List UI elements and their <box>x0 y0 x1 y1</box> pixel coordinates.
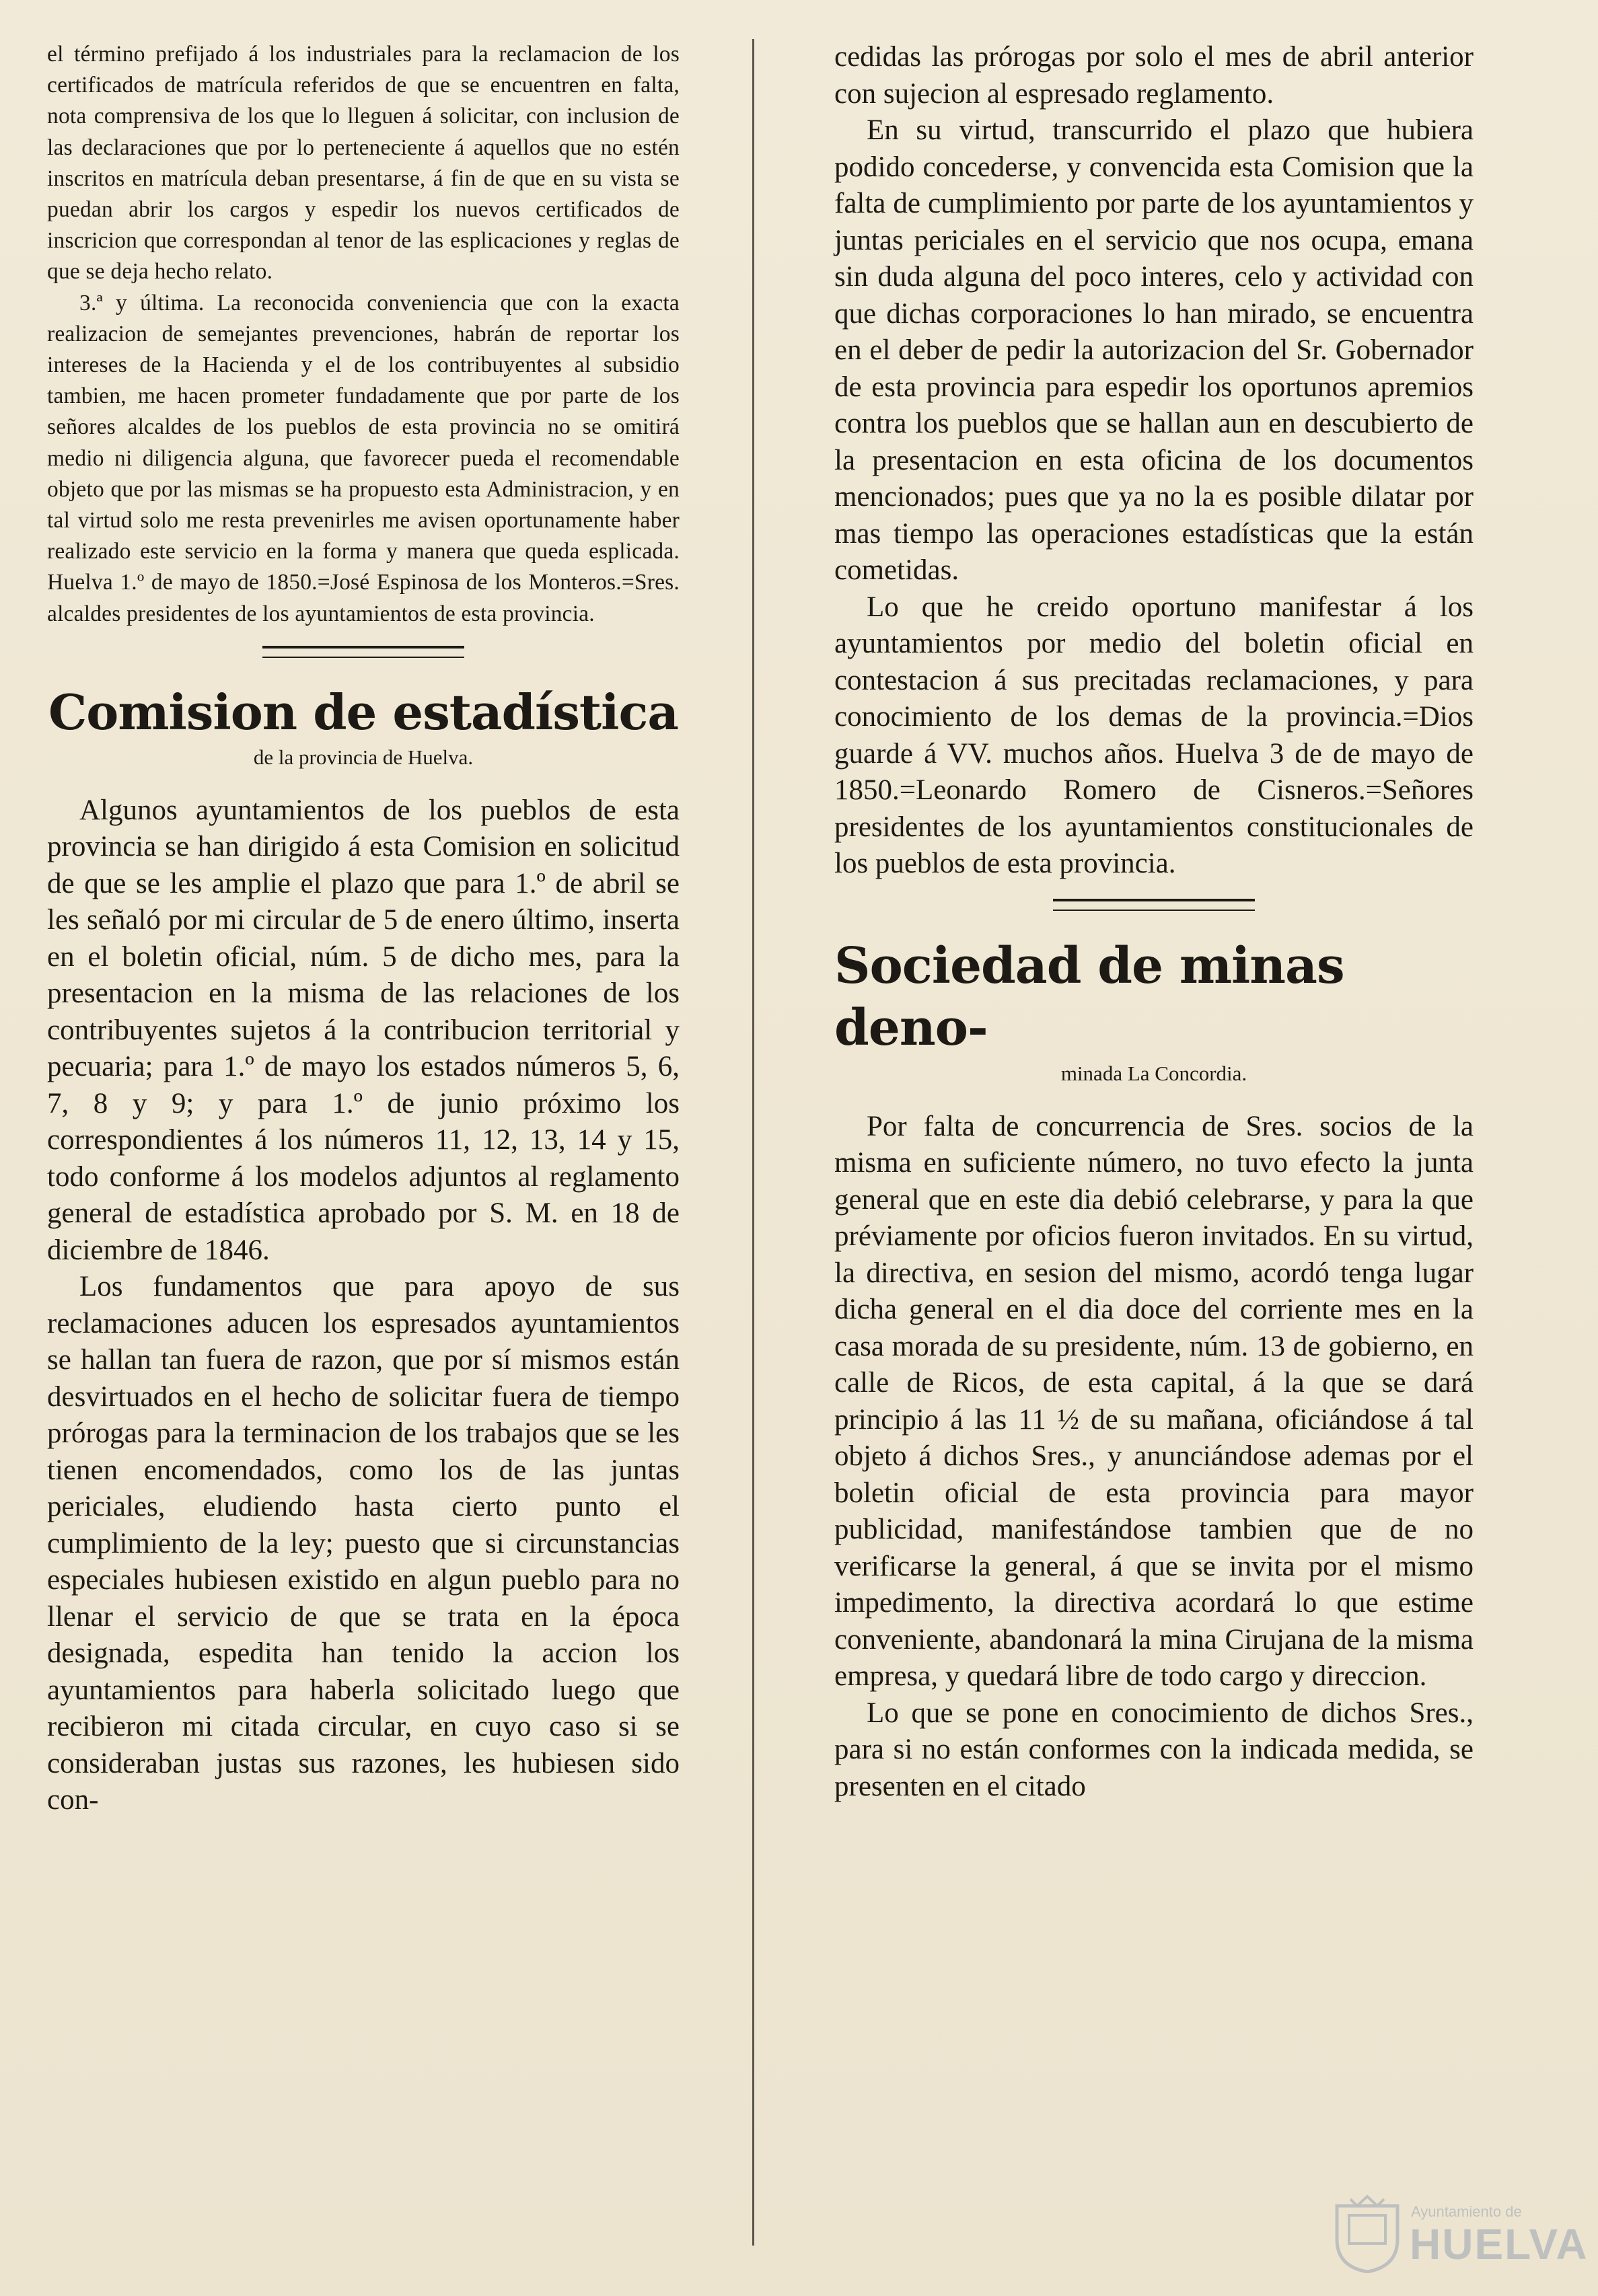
section-subheading-comision: de la provincia de Huelva. <box>253 745 474 769</box>
section-heading-comision: Comision de estadística <box>48 683 678 741</box>
comision-paragraph-1: Algunos ayuntamientos de los pueblos de esta provincia se han dirigido á esta Comision en solicitud de que se les amplie el plazo que para 1.º de abril se les señaló por mi circular de 5 de enero último, inserta en el boletin oficial, núm. 5 de dicho mes, para la presentacion en la misma de las relaciones de los contribuyentes sujetos á la contribucion territorial y pecuaria; para 1.º de mayo los estados números 5, 6, 7, 8 y 9; y para 1.º de junio próximo los correspondientes á los números 11, 12, 13, 14 y 15, todo conforme á los modelos adjuntos al reglamento general de estadística aprobado por S. M. en 18 de diciembre de 1846. <box>47 794 680 1266</box>
comision-paragraph-4: En su virtud, transcurrido el plazo que hubiera podido concederse, y convencida esta Comision que la falta de cumplimiento por parte de los ayuntamientos y juntas periciales en el servicio que nos ocupa, emana sin duda alguna del poco interes, celo y actividad con que dichas corporaciones lo han mirado, se encuentra en el deber de pedir la autorizacion del Sr. Gobernador de esta provincia para espedir los oportunos apremios contra los pueblos que se hallan aun en descubierto de la presentacion en esta oficina de los documentos mencionados; pues que ya no la es posible dilatar por mas tiempo las operaciones estadísticas que la están cometidas. <box>834 114 1474 586</box>
watermark-line-2: HUELVA <box>1410 2220 1589 2268</box>
sociedad-paragraph-2: Lo que se pone en conocimiento de dichos Sres., para si no están conformes con la indicada medida, se presenten en el citado <box>834 1697 1474 1802</box>
sociedad-paragraph-1: Por falta de concurrencia de Sres. socios de la misma en suficiente número, no tuvo efecto la junta general que en este dia debió celebrarse, y para la que préviamente por oficios fueron invitados. En su virtud, la directiva, en sesion del mismo, acordó tenga lugar dicha general en el dia doce del corriente mes en la casa morada de su presidente, núm. 13 de gobierno, en calle de Ricos, de esta capital, á la que se dará principio á las 11 ½ de su mañana, oficiándose á tal objeto á dichos Sres., y anunciándose ademas por el boletin oficial de esta provincia para mayor publicidad, manifestándose tambien que de no verificarse la general, á que se invita por el mismo impedimento, la directiva acordará lo que estime conveniente, abandonará la mina Cirujana de la misma empresa, y quedará libre de todo cargo y direccion. <box>834 1110 1474 1692</box>
section-divider-rule <box>262 646 464 658</box>
watermark-line-1: Ayuntamiento de <box>1411 2203 1522 2220</box>
comision-paragraph-2: Los fundamentos que para apoyo de sus reclamaciones aducen los espresados ayuntamientos se hallan tan fuera de razon, que por sí mismos están desvirtuados en el hecho de solicitar fuera de tiempo prórogas para la terminacion de los trabajos que se les tienen encomendados, como los de las juntas periciales, eludiendo hasta cierto punto el cumplimiento de la ley; puesto que si circunstancias especiales hubiesen existido en algun pueblo para no llenar el servicio de que se trata en la época designada, espedita han tenido la accion los ayuntamientos para haberla solicitado luego que recibieron mi citada circular, en cuyo caso si se consideraban justas sus razones, les hubiesen sido con- <box>47 1271 680 1816</box>
comision-paragraph-5: Lo que he creido oportuno manifestar á los ayuntamientos por medio del boletin oficial en contestacion á sus precitadas reclamaciones, y para conocimiento de los demas de la provincia.=Dios guarde á VV. muchos años. Huelva 3 de de mayo de 1850.=Leonardo Romero de Cisneros.=Señores presidentes de los ayuntamientos constitucionales de los pueblos de esta provincia. <box>834 591 1474 879</box>
item-3-paragraph: 3.ª y última. La reconocida conveniencia que con la exacta realizacion de semejantes prevenciones, habrán de reportar los intereses de la Hacienda y el de los contribuyentes al subsidio tambien, me hacen prometer fundadamente que por parte de los señores alcaldes de los pueblos de esta provincia no se omitirá medio ni diligencia alguna, que favorecer pueda el recomendable objeto que por las mismas se ha propuesto esta Administracion, y en tal virtud solo me resta prevenirles me avisen oportunamente haber realizado este servicio en la forma y manera que queda esplicada. Huelva 1.º de mayo de 1850.=José Espinosa de los Monteros.=Sres. alcaldes presidentes de los ayuntamientos de esta provincia. <box>47 290 680 626</box>
left-column <box>47 39 680 1819</box>
ayuntamiento-huelva-watermark <box>1330 2190 1589 2277</box>
section-divider-rule <box>1053 899 1255 911</box>
intro-paragraph: el término prefijado á los industriales para la reclamacion de los certificados de matrícula referidos de que se encuentren en falta, nota comprensiva de los que lo lleguen á solicitar, con inclusion de las declaraciones que por lo perteneciente á aquellos que no estén inscritos en matrícula deban presentarse, á fin de que en su vista se puedan abrir los cargos y espedir los nuevos certificados de inscricion que correspondan al tenor de las esplicaciones y reglas de que se deja hecho relato. <box>47 42 680 285</box>
column-divider <box>752 39 754 2246</box>
right-column <box>834 39 1474 1805</box>
section-heading-sociedad: Sociedad de minas deno- <box>834 936 1344 1057</box>
coat-of-arms-icon <box>1330 2192 1404 2273</box>
comision-paragraph-3: cedidas las prórogas por solo el mes de abril anterior con sujecion al espresado reglamento. <box>834 41 1474 110</box>
section-subheading-sociedad: minada La Concordia. <box>1060 1061 1247 1085</box>
